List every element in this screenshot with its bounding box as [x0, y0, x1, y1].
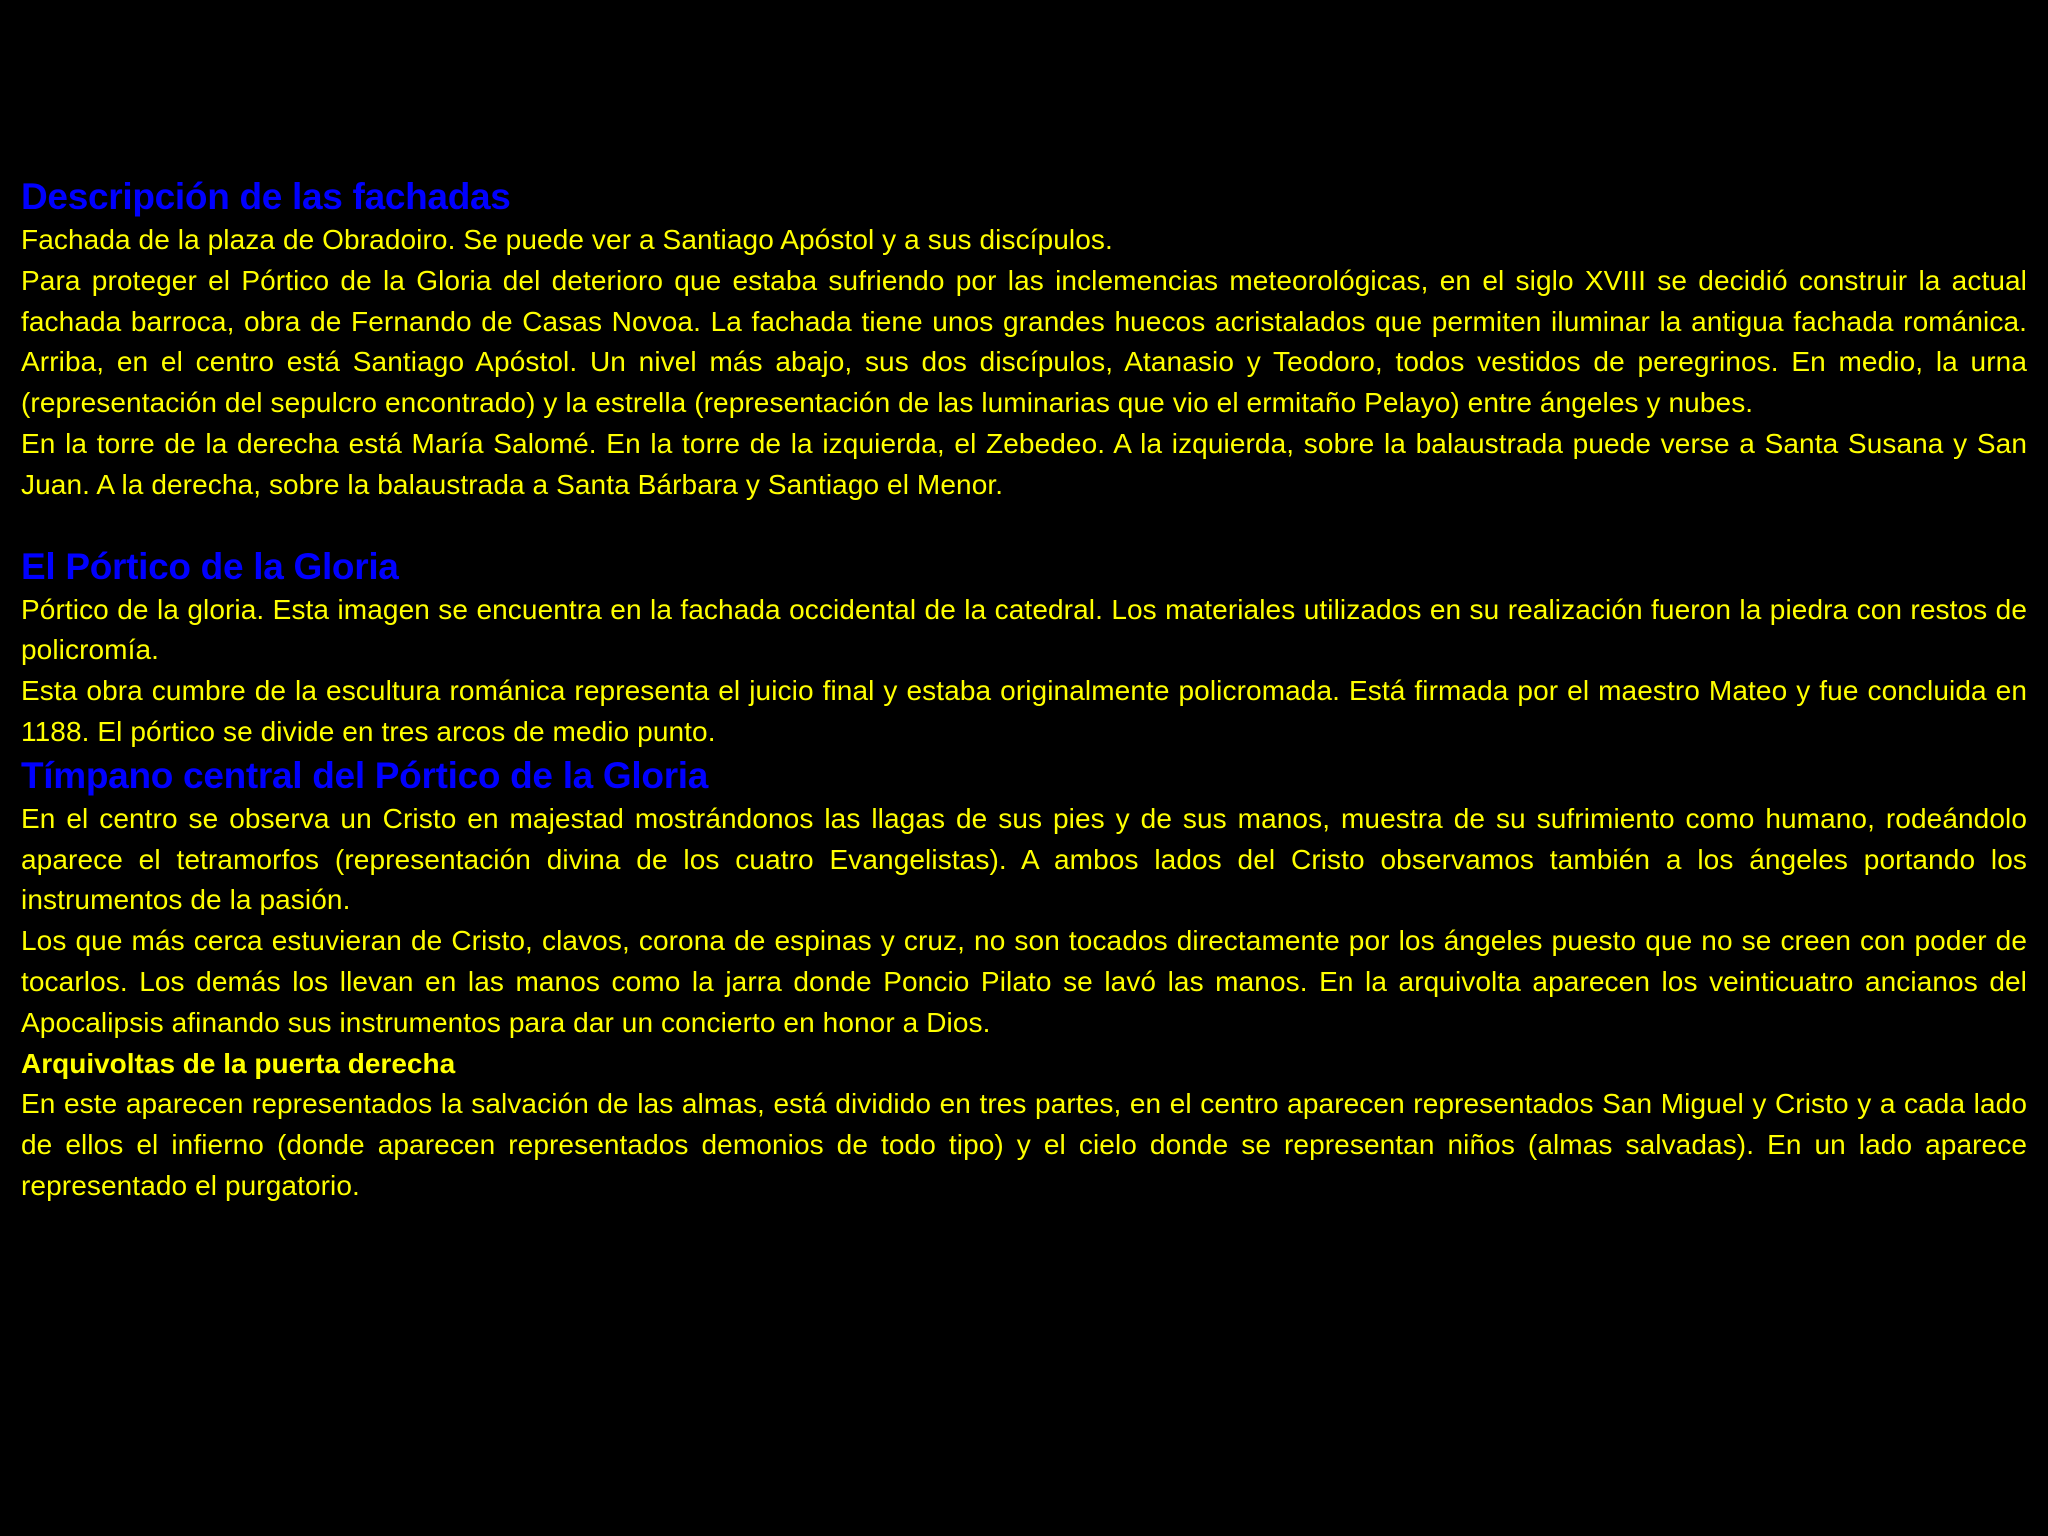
- section-spacer: [21, 506, 2027, 544]
- paragraph-portico-1: Pórtico de la gloria. Esta imagen se encuentra en la fachada occidental de la catedral. Los materiales utilizados en su realización fueron la piedra con restos de policromía.: [21, 593, 2027, 666]
- heading-timpano: Tímpano central del Pórtico de la Gloria: [21, 754, 709, 796]
- slide-content: [21, 174, 2027, 1207]
- subheading-arquivoltas: Arquivoltas de la puerta derecha: [21, 1047, 456, 1079]
- paragraph-fachadas-3: En la torre de la derecha está María Salomé. En la torre de la izquierda, el Zebedeo. A la izquierda, sobre la balaustrada puede verse a Santa Susana y San Juan. A la derecha, sobre la balaustrada a Santa Bárbara y Santiago el Menor.: [21, 427, 2027, 500]
- paragraph-portico-2: Esta obra cumbre de la escultura románica representa el juicio final y estaba originalmente policromada. Está firmada por el maestro Mateo y fue concluida en 1188. El pórtico se divide en tres arcos de medio punto.: [21, 675, 2027, 747]
- paragraph-fachadas-1: Fachada de la plaza de Obradoiro. Se puede ver a Santiago Apóstol y a sus discípulos.: [21, 224, 1113, 255]
- heading-portico: El Pórtico de la Gloria: [21, 545, 399, 587]
- paragraph-arquivoltas-1: En este aparecen representados la salvación de las almas, está dividido en tres partes, en el centro aparecen representados San Miguel y Cristo y a cada lado de ellos el infierno (donde aparecen representados demonios de todo tipo) y el cielo donde se representan niños (almas salvadas). En un lado aparece representado el purgatorio.: [21, 1088, 2027, 1201]
- heading-fachadas: Descripción de las fachadas: [21, 176, 511, 217]
- paragraph-timpano-2: Los que más cerca estuvieran de Cristo, clavos, corona de espinas y cruz, no son tocados directamente por los ángeles puesto que no se creen con poder de tocarlos. Los demás los llevan en las manos como la jarra donde Poncio Pilato se lavó las manos. En la arquivolta aparecen los veinticuatro ancianos del Apocalipsis afinando sus instrumentos para dar un concierto en honor a Dios.: [21, 925, 2027, 1038]
- paragraph-fachadas-2: Para proteger el Pórtico de la Gloria del deterioro que estaba sufriendo por las inclemencias meteorológicas, en el siglo XVIII se decidió construir la actual fachada barroca, obra de Fernando de Casas Novoa. La fachada tiene unos grandes huecos acristalados que permiten iluminar la antigua fachada románica. Arriba, en el centro está Santiago Apóstol. Un nivel más abajo, sus dos discípulos, Atanasio y Teodoro, todos vestidos de peregrinos. En medio, la urna (representación del sepulcro encontrado) y la estrella (representación de las luminarias que vio el ermitaño Pelayo) entre ángeles y nubes.: [21, 264, 2027, 419]
- paragraph-timpano-1: En el centro se observa un Cristo en majestad mostrándonos las llagas de sus pies y de sus manos, muestra de su sufrimiento como humano, rodeándolo aparece el tetramorfos (representación divina de los cuatro Evangelistas). A ambos lados del Cristo observamos también a los ángeles portando los instrumentos de la pasión.: [21, 802, 2027, 916]
